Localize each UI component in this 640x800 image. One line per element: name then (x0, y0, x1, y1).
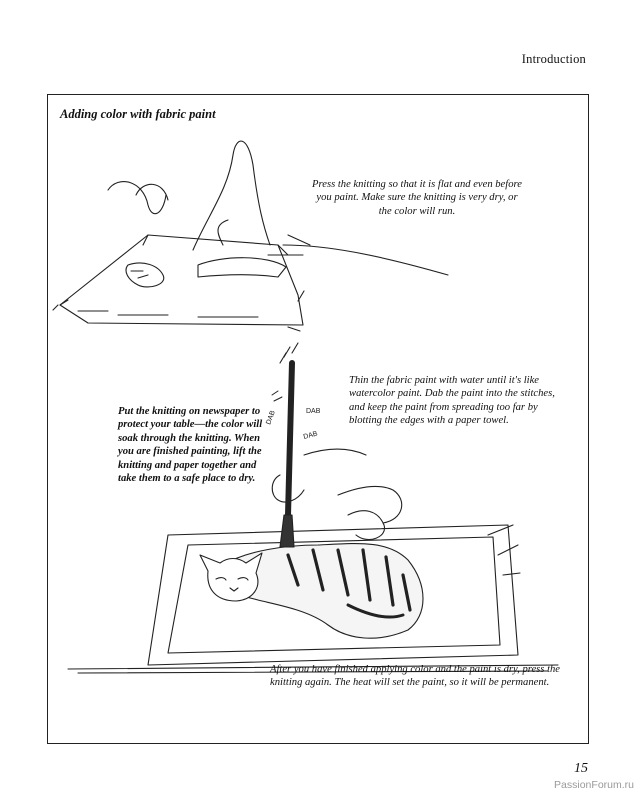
dab-label: DAB (302, 430, 319, 441)
page-number: 15 (574, 761, 588, 776)
dab-label: DAB (306, 408, 321, 415)
illustration-box (47, 94, 589, 744)
caption-press: Press the knitting so that it is flat and even before you paint. Make sure the knitting is very dry, or the color will run. (312, 179, 522, 217)
caption-press-again: After you have finished applying color and the paint is dry, press the knitting again. The heat will set the paint, so it will be permanent. (270, 664, 561, 689)
caption-thin-paint: Thin the fabric paint with water until it's like watercolor paint. Dab the paint into the stitches, and keep the paint from spreading too far by blotting the edges with a paper towel. (349, 375, 555, 427)
caption-newspaper: Put the knitting on newspaper to protect your table—the color will soak through the knitting. When you are finished painting, lift the knitting and paper together and take them to a safe place to dry. (118, 406, 263, 485)
dab-label: DAB (265, 409, 277, 426)
section-header: Introduction (521, 52, 586, 66)
ironing-scene-illustration (53, 141, 448, 331)
box-title: Adding color with fabric paint (60, 107, 216, 121)
watermark: PassionForum.ru (554, 779, 634, 791)
